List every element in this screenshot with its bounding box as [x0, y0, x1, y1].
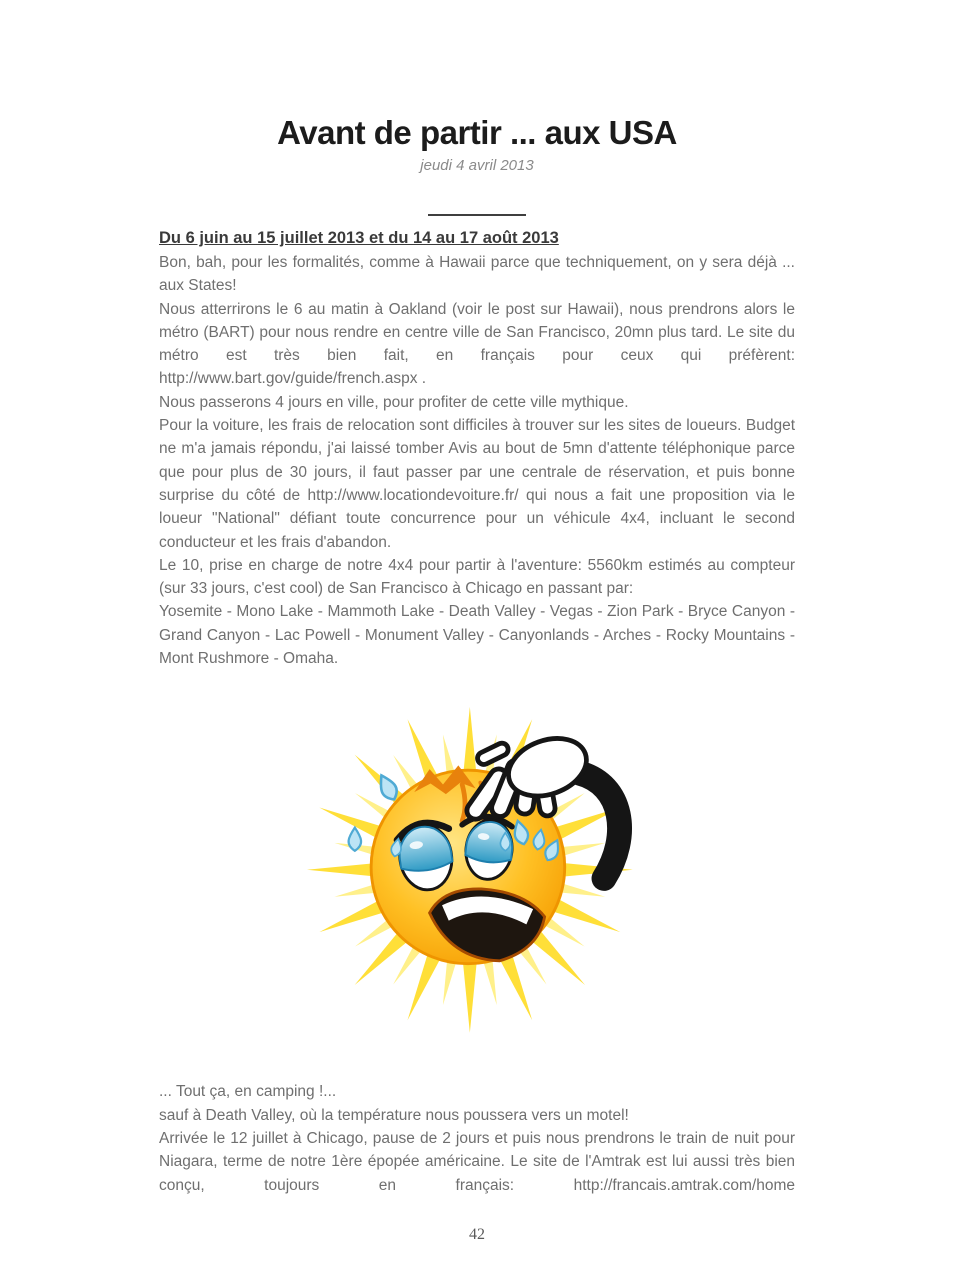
section-heading: Du 6 juin au 15 juillet 2013 et du 14 au 17 août 2013: [159, 229, 559, 247]
paragraph: Yosemite - Mono Lake - Mammoth Lake - Death Valley - Vegas - Zion Park - Bryce Canyon - Grand Canyon - Lac Powell - Monument Valley - Canyonlands - Arches - Rocky Mountains - Mont Rushmore - Omaha.: [159, 603, 795, 668]
paragraph: sauf à Death Valley, où la température nous poussera vers un motel!: [159, 1106, 629, 1124]
figure-container: [159, 691, 795, 1044]
paragraph: Pour la voiture, les frais de relocation sont difficiles à trouver sur les sites de loueurs. Budget ne m'a jamais répondu, j'ai laissé tomber Avis au bout de 5mn d'attente téléphonique parce que pour plus de 30 jours, il faut passer par une centrale de réservation, et puis bonne surprise du côté de http://www.locationdevoiture.fr/ qui nous a fait une proposition via le loueur "National" défiant toute concurrence pour un véhicule 4x4, incluant le second conducteur et les frais d'abandon.: [159, 417, 795, 551]
page-number: 42: [469, 1226, 485, 1243]
paragraph: Nous atterrirons le 6 au matin à Oakland (voir le post sur Hawaii), nous prendrons alors le métro (BART) pour nous rendre en centre ville de San Francisco, 20mn plus tard. Le site du métro est très bien fait, en français pour ceux qui préfèrent: http://www.bart.gov/guide/french.aspx .: [159, 300, 795, 388]
separator-line: [428, 214, 526, 216]
paragraph: Bon, bah, pour les formalités, comme à Hawaii parce que techniquement, on y sera déjà ... aux States!: [159, 254, 795, 295]
paragraph: Nous passerons 4 jours en ville, pour profiter de cette ville mythique.: [159, 393, 629, 411]
page-title: Avant de partir ... aux USA: [277, 114, 677, 151]
paragraph: ... Tout ça, en camping !...: [159, 1083, 337, 1101]
paragraph: Le 10, prise en charge de notre 4x4 pour partir à l'aventure: 5560km estimés au compteur (sur 33 jours, c'est cool) de San Francisco à Chicago en passant par:: [159, 556, 795, 598]
post-date: jeudi 4 avril 2013: [420, 157, 534, 174]
paragraph: Arrivée le 12 juillet à Chicago, pause de 2 jours et puis nous prendrons le train de nuit pour Niagara, terme de notre 1ère épopée américaine. Le site de l'Amtrak est lui aussi très bien conçu, toujours en français: http://francais.amtrak.com/home: [159, 1129, 795, 1194]
sweating-sun-image: [305, 691, 650, 1039]
